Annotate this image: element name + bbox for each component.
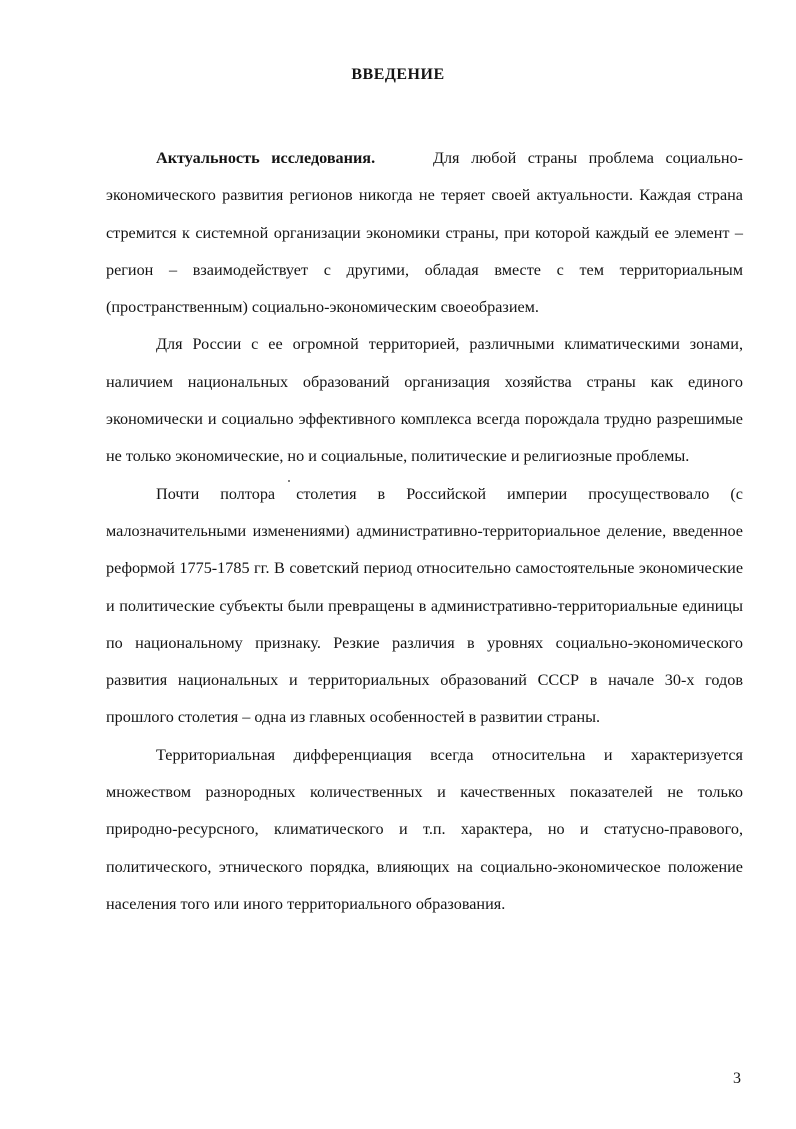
paragraph-russia <box>106 326 743 475</box>
paragraph-text: Для России с ее огромной территорией, различными климатическими зонами, наличием национальных образований организация хозяйства страны как единого экономически и социально эффективного комплекса всегда порождала трудно разрешимые не только экономические, но и социальные, политические и религиозные проблемы. <box>106 335 743 466</box>
page-title: ВВЕДЕНИЕ <box>351 66 445 83</box>
body-text <box>106 140 743 923</box>
scan-speck <box>288 480 290 482</box>
paragraph-text: Территориальная дифференциация всегда относительна и характеризуется множеством разнородных количественных и качественных показателей не только природно-ресурсного, климатического и т.п. характера, но и статусно-правового, политического, этнического порядка, влияющих на социально-экономическое положение населения того или иного территориального образования. <box>106 745 743 913</box>
paragraph-history <box>106 476 743 737</box>
paragraph-differentiation <box>106 737 743 923</box>
paragraph-lead: Актуальность исследования. <box>156 149 376 167</box>
paragraph-relevance <box>106 140 743 326</box>
paragraph-text: Для любой страны проблема социально-экономического развития регионов никогда не теряет своей актуальности. Каждая страна стремится к системной организации экономики страны, при которой каждый ее элемент – регион – взаимодействует с другими, обладая вместе с тем территориальным (пространственным) социально-экономическим своеобразием. <box>106 149 743 317</box>
paragraph-text: Почти полтора столетия в Российской империи просуществовало (с малозначительными изменениями) административно-территориальное деление, введенное реформой 1775-1785 гг. В советский период относительно самостоятельные экономические и политические субъекты были превращены в административно-территориальные единицы по национальному признаку. Резкие различия в уровнях социально-экономического развития национальных и территориальных образований СССР в начале 30-х годов прошлого столетия – одна из главных особенностей в развитии страны. <box>106 484 743 727</box>
page-number: 3 <box>733 1070 741 1087</box>
